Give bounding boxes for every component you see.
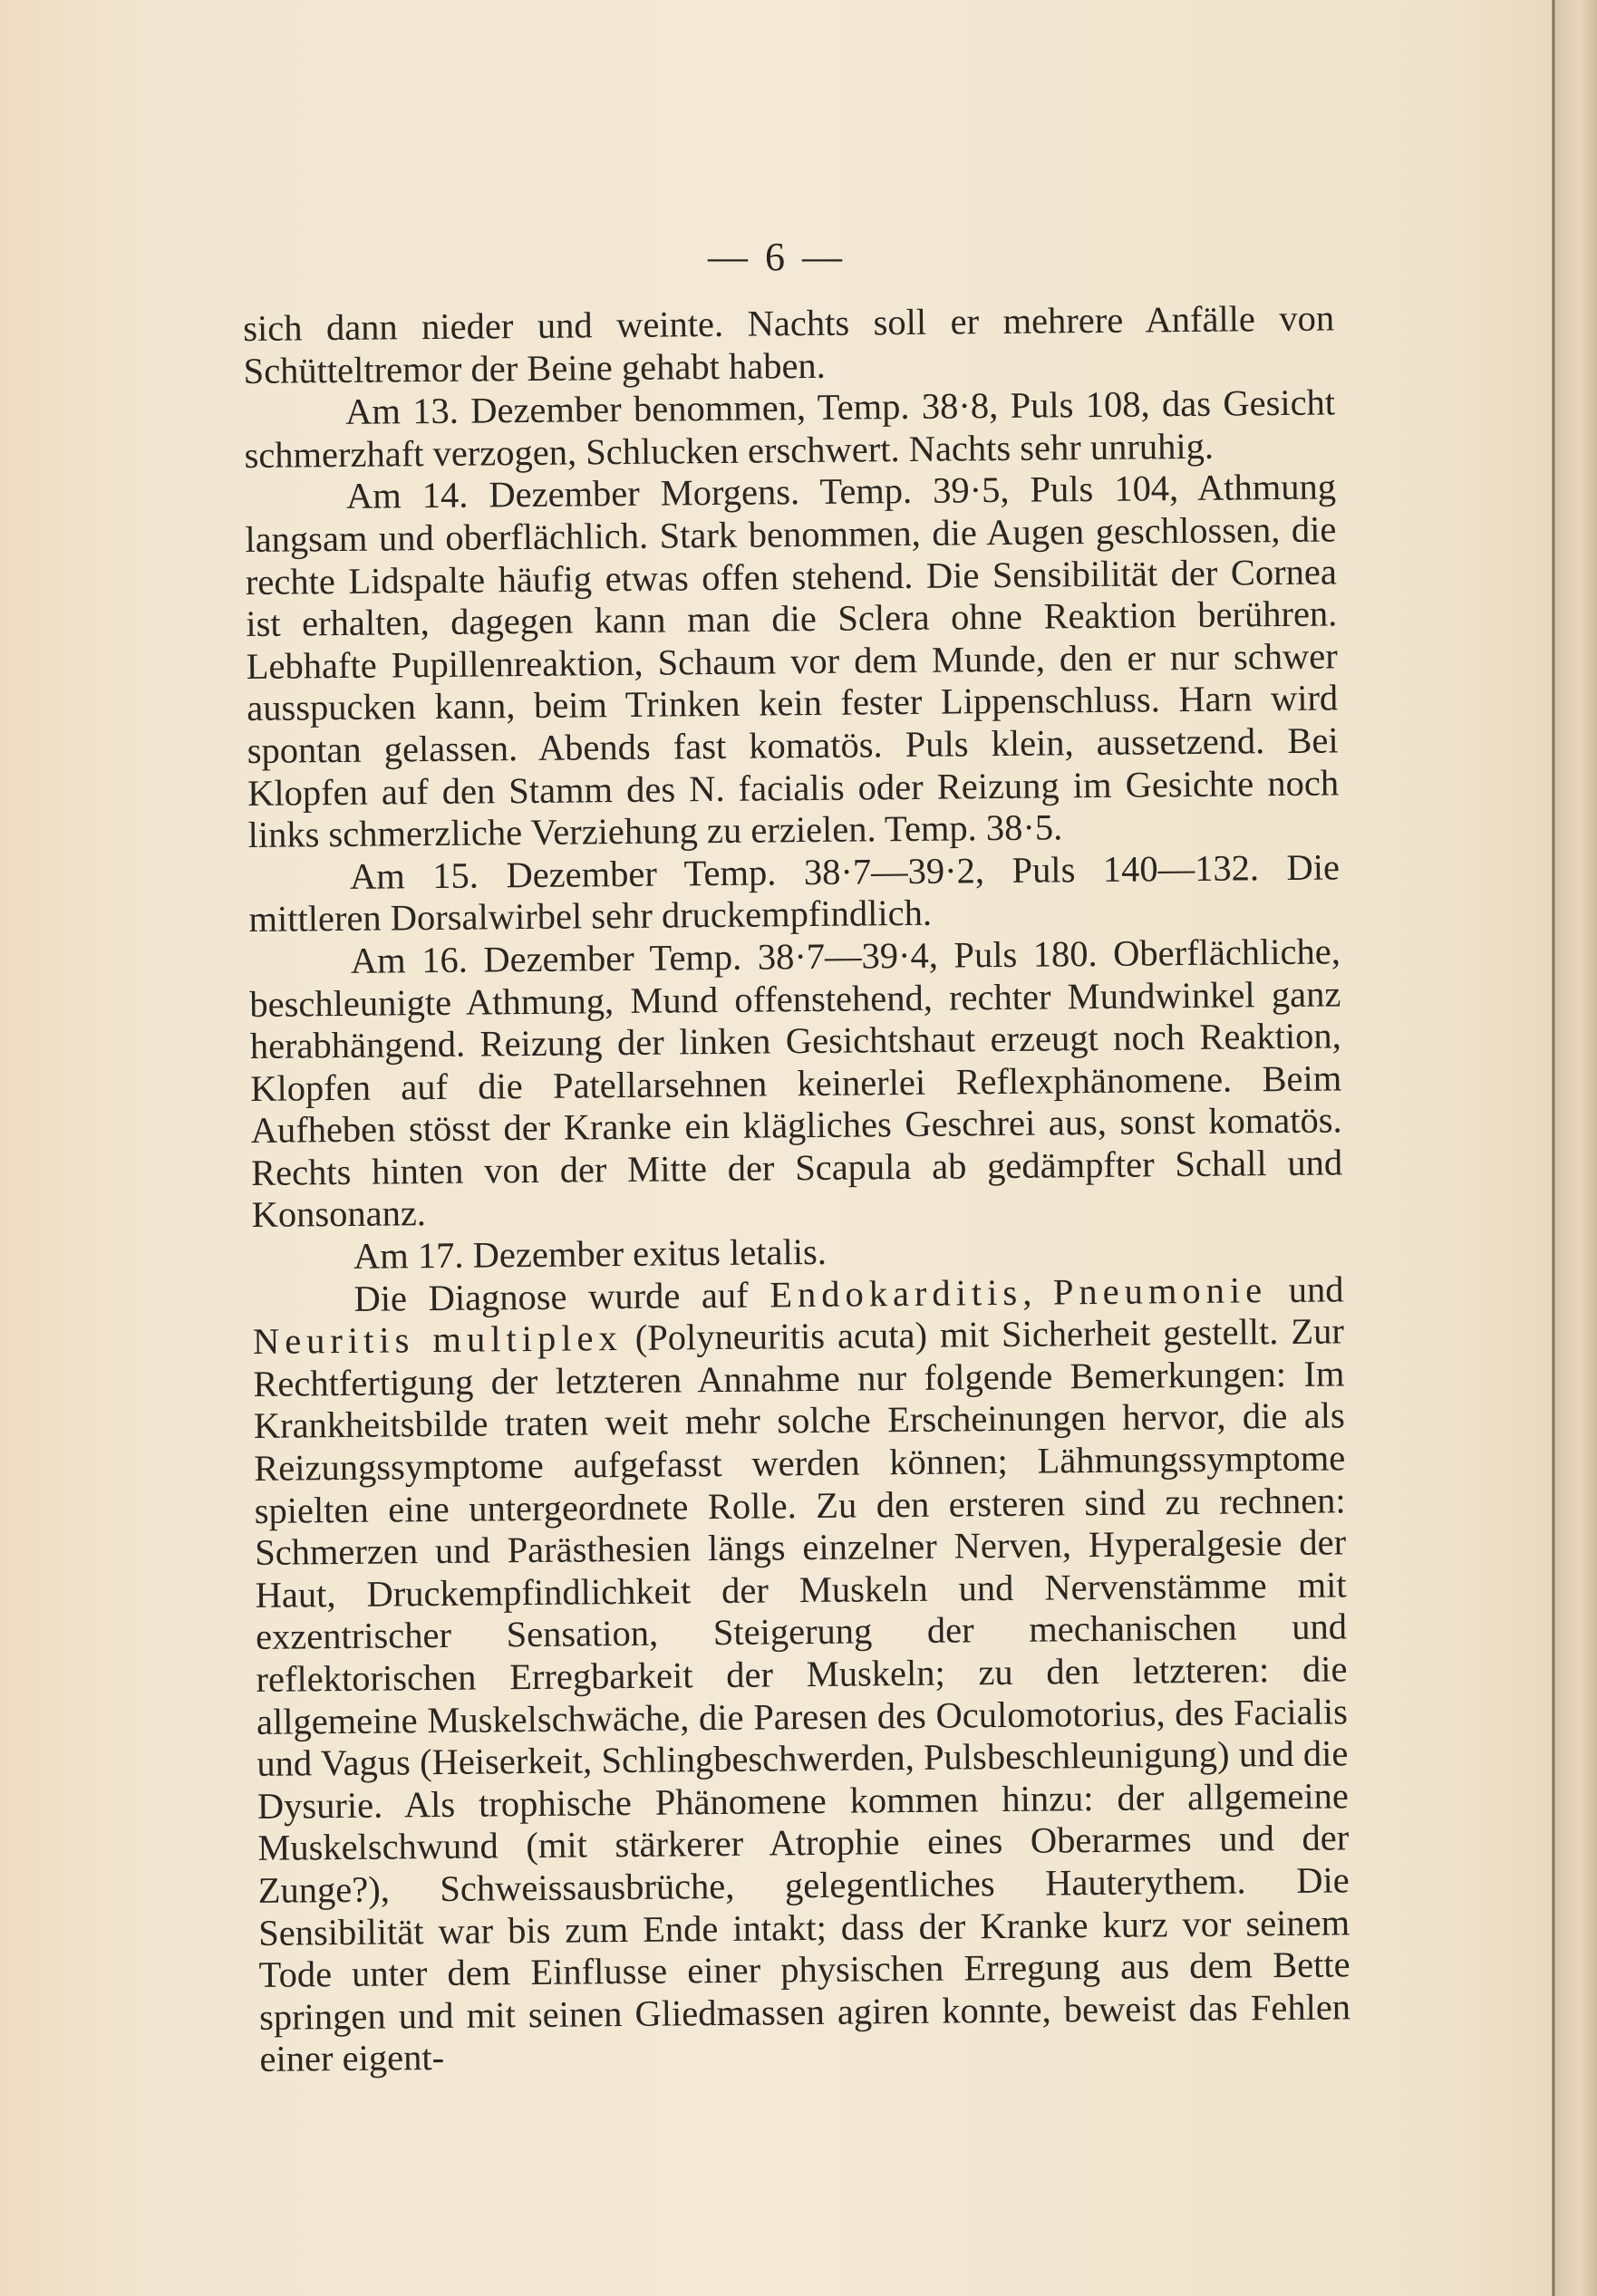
paragraph-dec-14: Am 14. Dezember Morgens. Temp. 39·5, Puls 104, Athmung langsam und oberflächlich. Stark benommen, die Augen geschlossen, die rechte Lidspalte häufig etwas offen stehend. Die Sensibilität der Cornea ist erhalten, dagegen kann man die Sclera ohne Reaktion berühren. Lebhafte Pupillenreaktion, Schaum vor dem Munde, den er nur schwer ausspucken kann, beim Trinken kein fester Lippenschluss. Harn wird spontan gelassen. Abends fast komatös. Puls klein, aussetzend. Bei Klopfen auf den Stamm des N. facialis oder Reizung im Gesichte noch links schmerzliche Verziehung zu erzielen. Temp. 38·5. [245, 466, 1340, 856]
diagnosis-intro: Die Diagnose wurde auf [353, 1274, 749, 1319]
diagnosis-term-pneumonie: Pneumonie [1052, 1269, 1268, 1313]
page-number: — 6 — [708, 235, 846, 279]
paragraph-dec-16: Am 16. Dezember Temp. 38·7—39·4, Puls 180. Oberflächliche, beschleunigte Athmung, Mund offenstehend, rechter Mundwinkel ganz herabhängend. Reizung der linken Gesichtshaut erzeugt noch Reaktion, Klopfen auf die Patellarsehnen keinerlei Reflexphänomene. Beim Aufheben stösst der Kranke ein klägliches Geschrei aus, sonst komatös. Rechts hinten von der Mitte der Scapula ab gedämpfter Schall und Konsonanz. [249, 931, 1343, 1236]
paragraph-diagnosis [252, 1269, 1350, 2081]
diagnosis-term-endokarditis: Endokarditis [769, 1271, 1023, 1316]
paragraph-dec-17: Am 17. Dezember exitus letalis. [353, 1230, 828, 1277]
diagnosis-rest: (Polyneuritis acuta) mit Sicherheit gestellt. Zur Rechtfertigung der letzteren Annahme nur folgende Bemerkungen: Im Krankheitsbilde traten weit mehr solche Erscheinungen hervor, die als Reizungssymptome aufgefasst werden können; Lähmungssymptome spielten eine untergeordnete Rolle. Zu den ersteren sind zu rechnen: Schmerzen und Parästhesien längs einzelner Nerven, Hyperalgesie der Haut, Druckempfindlichkeit der Muskeln und Nervenstämme mit exzentrischer Sensation, Steigerung der mechanischen und reflektorischen Erregbarkeit der Muskeln; zu den letzteren: die allgemeine Muskelschwäche, die Paresen des Oculomotorius, des Facialis und Vagus (Heiserkeit, Schlingbeschwerden, Pulsbeschleunigung) und die Dysurie. Als trophische Phänomene kommen hinzu: der allgemeine Muskelschwund (mit stärkerer Atrophie eines Oberarmes und der Zunge?), Schweissausbrüche, gelegentliches Hauterythem. Die Sensibilität war bis zum Ende intakt; dass der Kranke kurz vor seinem Tode unter dem Einflusse einer physischen Erregung aus dem Bette springen und mit seinen Gliedmassen agiren konnte, beweist das Fehlen einer eigent- [253, 1310, 1351, 2080]
paragraph-continuation: sich dann nieder und weinte. Nachts soll er mehrere Anfälle von Schütteltremor der Beine gehabt haben. [243, 297, 1335, 391]
paragraph-dec-15: Am 15. Dezember Temp. 38·7—39·2, Puls 140—132. Die mittleren Dorsalwirbel sehr druckempfindlich. [248, 846, 1341, 941]
adjacent-page-edge [1555, 0, 1597, 2296]
body-text [243, 297, 1351, 2080]
diagnosis-comma: , [1021, 1271, 1032, 1313]
diagnosis-term-neuritis: Neuritis multiplex [252, 1317, 623, 1363]
diagnosis-and: und [1288, 1269, 1344, 1310]
paragraph-dec-13: Am 13. Dezember benommen, Temp. 38·8, Puls 108, das Gesicht schmerzhaft verzogen, Schlucken erschwert. Nachts sehr unruhig. [244, 381, 1336, 476]
